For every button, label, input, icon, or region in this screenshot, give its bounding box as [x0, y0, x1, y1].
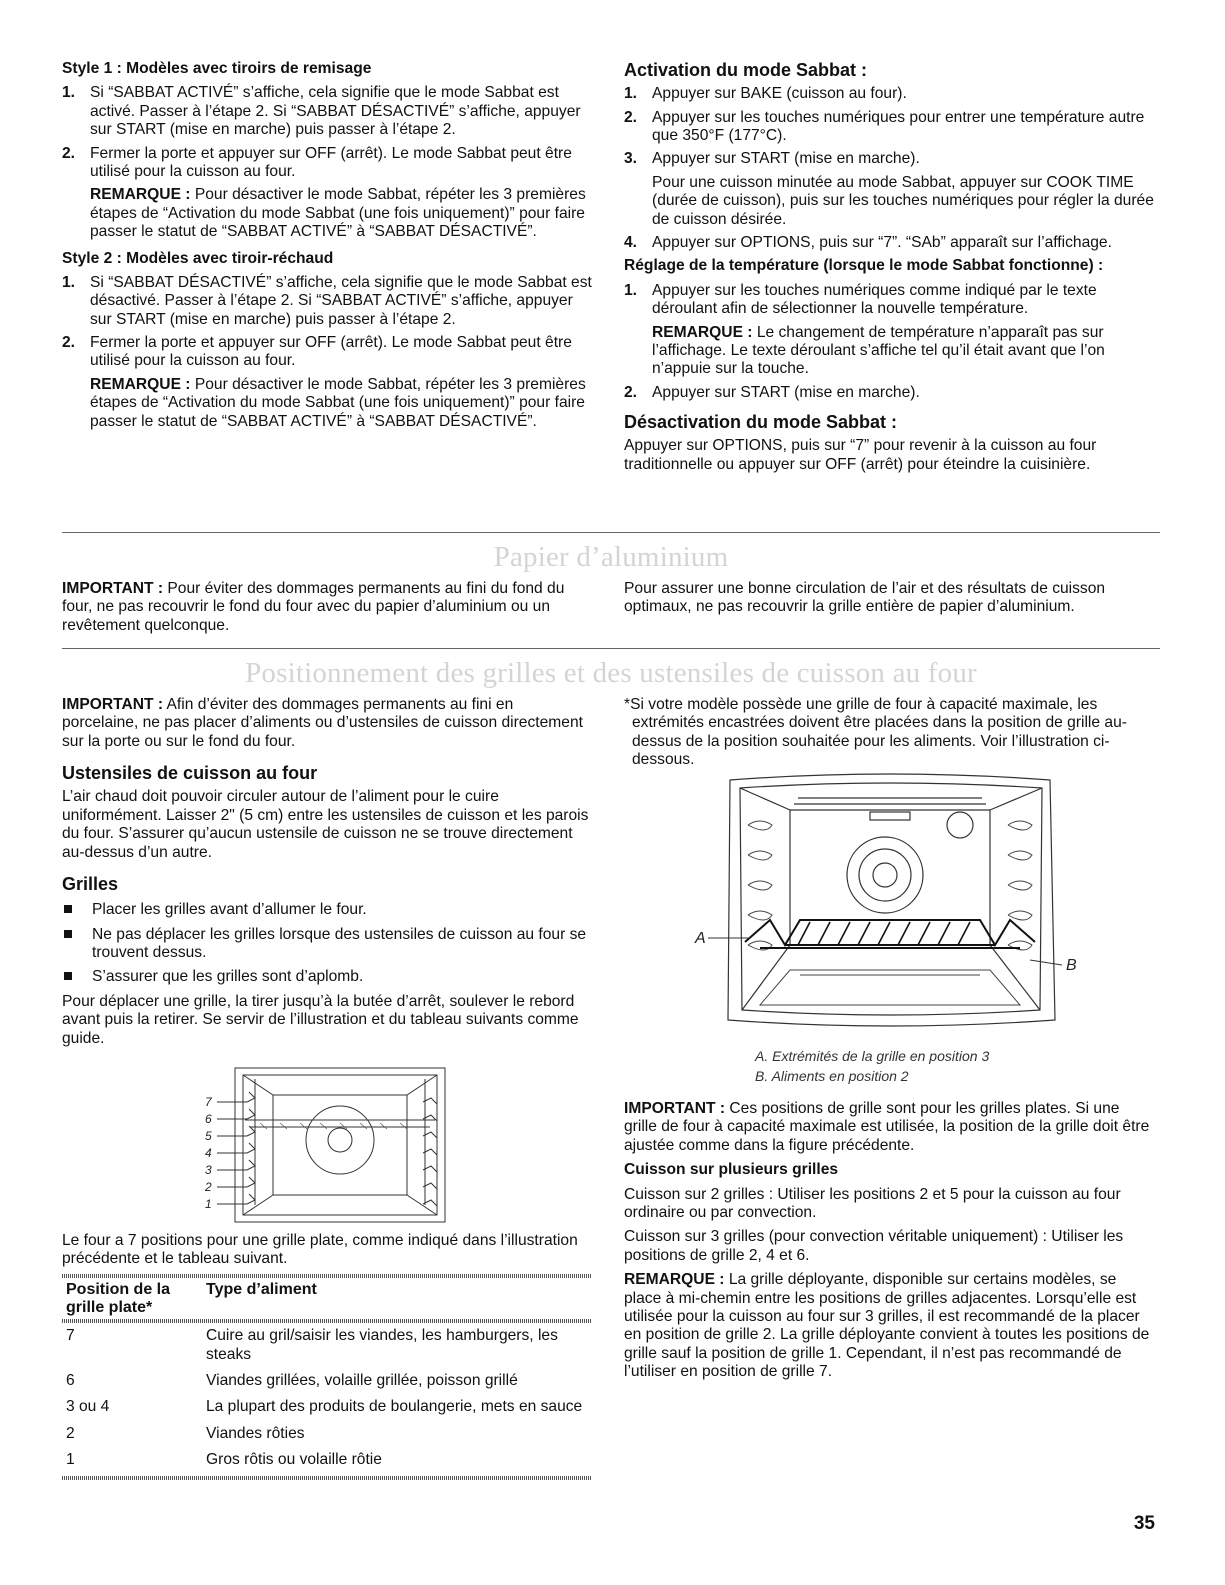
section-divider	[62, 648, 1160, 649]
max-capacity-rack-illustration	[690, 770, 1090, 1042]
racks-left-column	[62, 696, 592, 1048]
rack-positions-illustration	[195, 1065, 455, 1225]
important2-text: IMPORTANT : Ces positions de grille sont pour les grilles plates. Si une grille de four à capacité maximale est utilisée, la position de la grille doit être ajustée comme dans la figure précédente.	[624, 1100, 1150, 1154]
figure-caption	[755, 1048, 1135, 1084]
multi-rack-title: Cuisson sur plusieurs grilles	[624, 1161, 839, 1179]
figure-label-b: B	[1066, 957, 1077, 974]
deactivation-title: Désactivation du mode Sabbat :	[624, 412, 898, 433]
list-item: 4. Appuyer sur OPTIONS, puis sur “7”. “SAb” apparaît sur l’affichage.	[624, 233, 1112, 251]
style2-note: REMARQUE : Pour désactiver le mode Sabbat, répéter les 3 premières étapes de “Activation du mode Sabbat (une fois uniquement)” pour faire passer le statut de “SABBAT ACTIVÉ” à “SABBAT DÉSACTIVÉ”.	[90, 375, 586, 430]
racks-important: IMPORTANT : Afin d’éviter des dommages permanents au fini en porcelaine, ne pas placer d’aliments ou d’ustensiles de cuisson directement sur la porte ou sur le fond du four.	[62, 696, 583, 750]
list-item: 1. Si “SABBAT DÉSACTIVÉ” s’affiche, cela signifie que le mode Sabbat est désactivé. Passer à l’étape 2. Si “SABBAT ACTIVÉ” s’affiche, appuyer sur START (mise en marche) puis passer à l’étape 2.	[62, 273, 592, 328]
temperature-note: REMARQUE : Le changement de température n’apparaît pas sur l’affichage. Le texte déroulant s’affiche tel qu’il était avant que l’on n’appuie sur la touche.	[652, 323, 1105, 378]
table-header-food-type: Type d’aliment	[206, 1281, 317, 1298]
table-header-row	[62, 1278, 592, 1319]
style2-steps	[62, 274, 592, 371]
grilles-title: Grilles	[62, 873, 119, 894]
activation-steps	[624, 85, 1154, 169]
list-item: 1. Appuyer sur les touches numériques comme indiqué par le texte déroulant afin de sélectionner la nouvelle température.	[624, 281, 1097, 318]
style2-title: Style 2 : Modèles avec tiroir-réchaud	[62, 249, 334, 267]
bakeware-text: L’air chaud doit pouvoir circuler autour de l’aliment pour le cuire uniformément. Laisser 2" (5 cm) entre les ustensiles de cuisson et les parois du four. S’assurer qu’aucun ustensile de cuisson ne se trouve directement au-dessus d’un autre.	[62, 788, 589, 861]
activation-step3-note: Pour une cuisson minutée au mode Sabbat, appuyer sur COOK TIME (durée de cuisson), puis sur les touches numériques pour régler la durée de cuisson désirée.	[652, 173, 1154, 228]
table-row: 1 Gros rôtis ou volaille rôtie	[66, 1451, 382, 1469]
foil-left-text: IMPORTANT : Pour éviter des dommages permanents au fini du fond du four, ne pas recouvrir le fond du four avec du papier d’aluminium ou un revêtement quelconque.	[62, 580, 565, 634]
foil-right-text: Pour assurer une bonne circulation de l’air et des résultats de cuisson optimaux, ne pas recouvrir la grille entière de papier d’aluminium.	[624, 580, 1106, 616]
rack-number-5: 5	[205, 1129, 212, 1143]
caption-a: A. Extrémités de la grille en position 3	[755, 1048, 990, 1064]
racks-section-title: Positionnement des grilles et des ustensiles de cuisson au four	[245, 657, 977, 689]
list-item: 1. Appuyer sur BAKE (cuisson au four).	[624, 85, 907, 103]
list-item: 1. Si “SABBAT ACTIVÉ” s’affiche, cela signifie que le mode Sabbat est activé. Passer à l’étape 2. Si “SABBAT DÉSACTIVÉ” s’affiche, appuyer sur START (mise en marche) puis passer à l’étape 2.	[62, 84, 581, 139]
rack-number-3: 3	[205, 1163, 212, 1177]
positions-text-block: Le four a 7 positions pour une grille plate, comme indiqué dans l’illustration précédente et le tableau suivant.	[62, 1232, 578, 1268]
deactivation-text: Appuyer sur OPTIONS, puis sur “7” pour revenir à la cuisson au four traditionnelle ou appuyer sur OFF (arrêt) pour éteindre la cuisinière.	[624, 437, 1097, 473]
multi-rack-note: REMARQUE : La grille déployante, disponible sur certains modèles, se place à mi-chemin entre les positions de grilles adjacentes. Lorsqu’elle est utilisée pour la cuisson au four sur 3 grilles, il est recommandé de la placer en position de grille 2. La grille déployante convient à toutes les positions de grille sauf la position de grille 1. Cependant, il n’est pas recommandé de l’utiliser en position de grille 7.	[624, 1271, 1150, 1381]
rack-number-7: 7	[205, 1095, 212, 1109]
foil-section-title: Papier d’aluminium	[493, 541, 729, 573]
figure-label-a: A	[695, 930, 706, 947]
table-header-position: Position de la grille plate*	[66, 1281, 171, 1316]
list-item: 2. Appuyer sur START (mise en marche).	[624, 383, 920, 401]
list-item: 2. Fermer la porte et appuyer sur OFF (arrêt). Le mode Sabbat peut être utilisé pour la cuisson au four.	[62, 334, 572, 370]
rack-number-6: 6	[205, 1112, 212, 1126]
table-row: 3 ou 4 La plupart des produits de boulangerie, mets en sauce	[66, 1398, 583, 1416]
grilles-bullets	[62, 901, 592, 987]
table-row: 2 Viandes rôties	[66, 1424, 305, 1442]
rack-number-2: 2	[205, 1180, 212, 1194]
racks-right-lower	[624, 1100, 1150, 1381]
rack-number-1: 1	[205, 1197, 212, 1211]
move-rack-text: Pour déplacer une grille, la tirer jusqu’à la butée d’arrêt, soulever le rebord avant puis la retirer. Se servir de l’illustration et du tableau suivants comme guide.	[62, 992, 579, 1047]
racks-right-column	[624, 696, 1150, 770]
temperature-title: Réglage de la température (lorsque le mode Sabbat fonctionne) :	[624, 257, 1104, 275]
max-capacity-text: *Si votre modèle possède une grille de four à capacité maximale, les extrémités encastrées doivent être placées dans la position de grille au-dessus de la position souhaitée pour les aliments. Voir l’illustration ci-dessous.	[624, 696, 1127, 769]
section-divider	[62, 532, 1160, 533]
activation-title: Activation du mode Sabbat :	[624, 60, 868, 80]
rack-position-table	[62, 1274, 592, 1480]
rack-number-4: 4	[205, 1146, 212, 1160]
sabbath-activation-column	[624, 60, 1154, 474]
list-item: 2. Appuyer sur les touches numériques pour entrer une température autre que 350°F (177°C).	[624, 108, 1145, 145]
page-number: 35	[1133, 1513, 1155, 1534]
multi-rack-p1: Cuisson sur 2 grilles : Utiliser les positions 2 et 5 pour la cuisson au four ordinaire ou par convection.	[624, 1185, 1121, 1221]
list-item: Placer les grilles avant d’allumer le four.	[62, 901, 592, 919]
table-row: 6 Viandes grillées, volaille grillée, poisson grillé	[66, 1371, 518, 1389]
style1-title: Style 1 : Modèles avec tiroirs de remisage	[62, 60, 372, 77]
style1-note: REMARQUE : Pour désactiver le mode Sabbat, répéter les 3 premières étapes de “Activation du mode Sabbat (une fois uniquement)” pour faire passer le statut de “SABBAT ACTIVÉ” à “SABBAT DÉSACTIVÉ”.	[90, 186, 586, 241]
list-item: Ne pas déplacer les grilles lorsque des ustensiles de cuisson au four se trouvent dessus.	[62, 926, 592, 963]
style1-steps	[62, 84, 592, 181]
table-row: 7 Cuire au gril/saisir les viandes, les hamburgers, les steaks	[66, 1327, 558, 1363]
caption-b: B. Aliments en position 2	[755, 1067, 909, 1084]
sabbath-styles-column	[62, 60, 592, 436]
list-item: S’assurer que les grilles sont d’aplomb.	[62, 968, 592, 986]
list-item: 2. Fermer la porte et appuyer sur OFF (arrêt). Le mode Sabbat peut être utilisé pour la cuisson au four.	[62, 144, 572, 180]
multi-rack-p2: Cuisson sur 3 grilles (pour convection véritable uniquement) : Utiliser les positions de grille 2, 4 et 6.	[624, 1228, 1124, 1264]
list-item: 3. Appuyer sur START (mise en marche).	[624, 150, 920, 168]
bakeware-title: Ustensiles de cuisson au four	[62, 763, 318, 784]
